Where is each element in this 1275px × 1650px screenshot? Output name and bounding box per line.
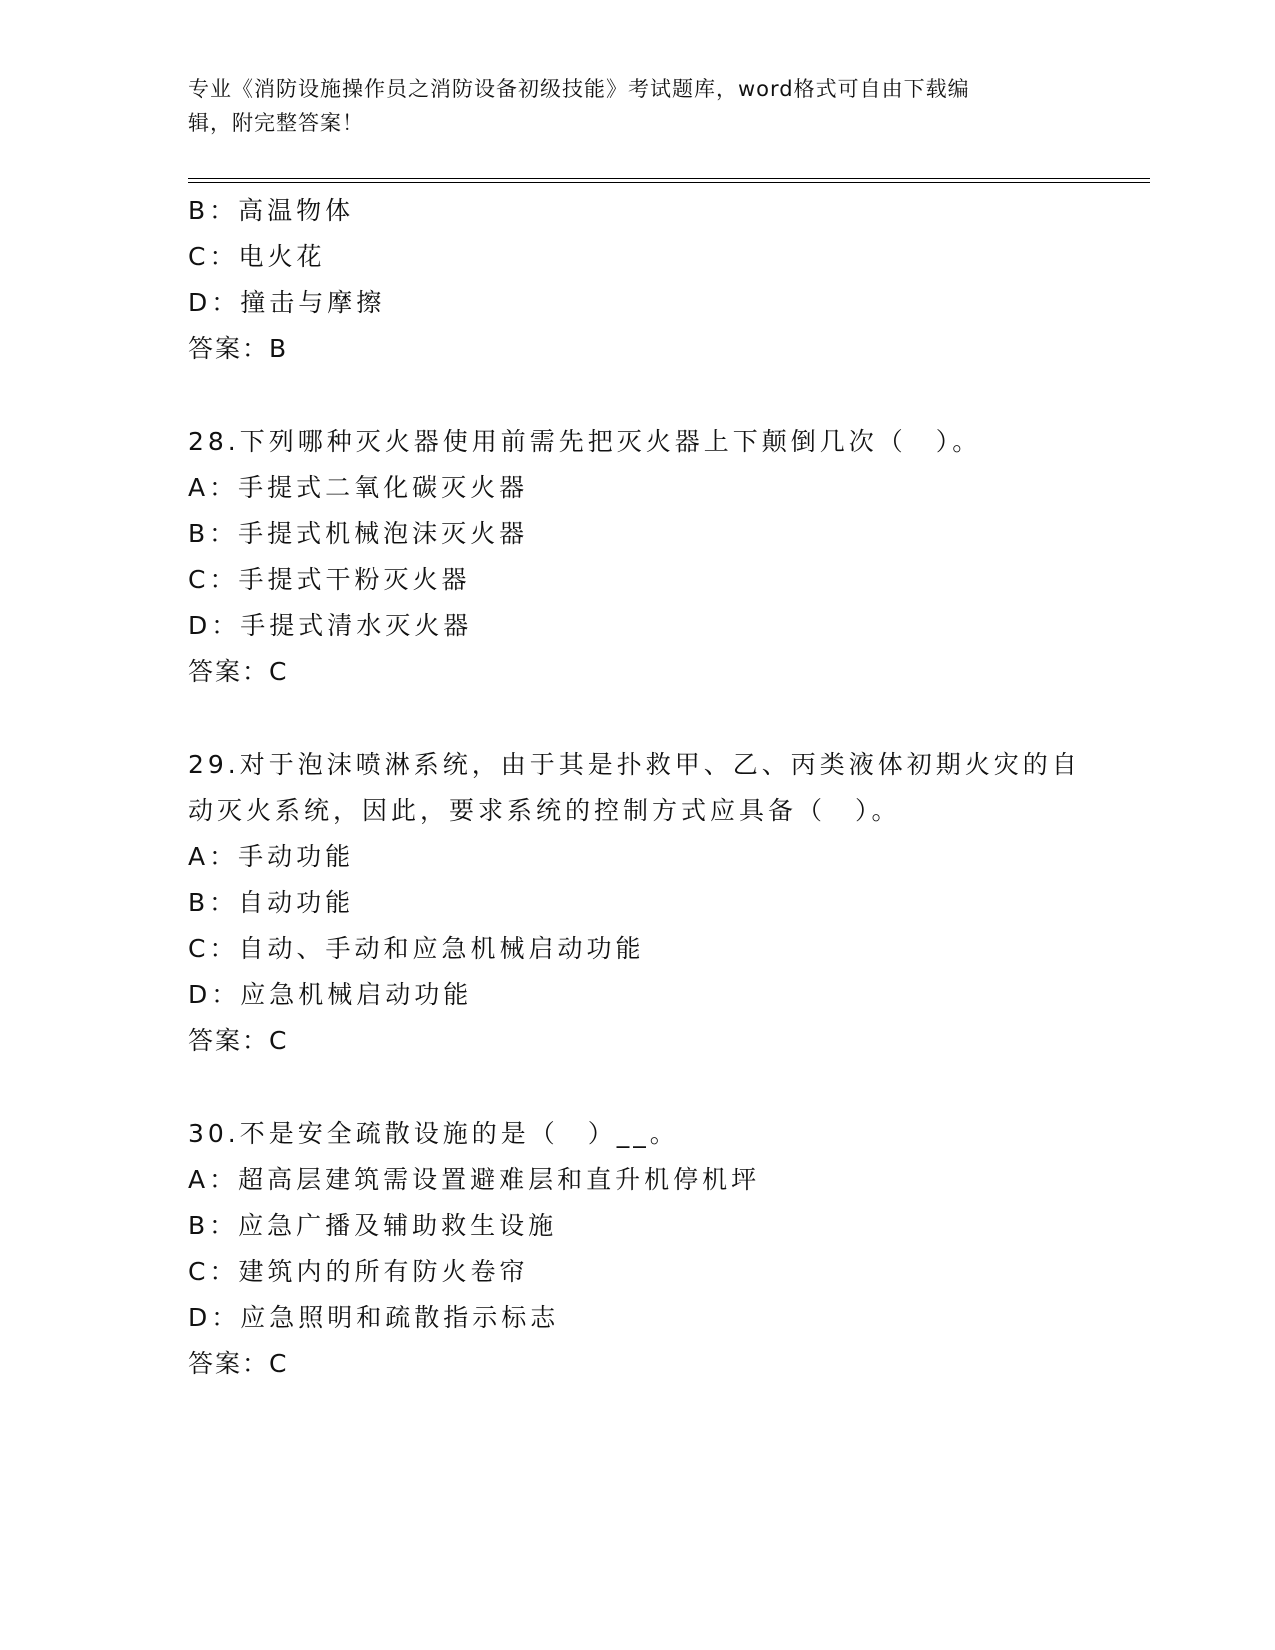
option-a: A：超高层建筑需设置避难层和直升机停机坪: [188, 1165, 761, 1194]
question-spacing: [188, 695, 1088, 742]
question-content: [188, 188, 1088, 1387]
option-b: B：高温物体: [188, 196, 355, 225]
question-spacing: [188, 372, 1088, 419]
option-a: A：手提式二氧化碳灭火器: [188, 473, 529, 502]
answer-line: 答案：C: [188, 1026, 289, 1055]
question-30: [188, 1111, 1088, 1387]
header-divider: [188, 178, 1150, 183]
option-d: D：应急机械启动功能: [188, 980, 473, 1009]
option-b: B：应急广播及辅助救生设施: [188, 1211, 558, 1240]
option-d: D：撞击与摩擦: [188, 288, 386, 317]
answer-line: 答案：C: [188, 1349, 289, 1378]
option-c: C：电火花: [188, 242, 326, 271]
option-d: D：手提式清水灭火器: [188, 611, 473, 640]
option-a: A：手动功能: [188, 842, 355, 871]
question-text-line-2: 动灭火系统，因此，要求系统的控制方式应具备（ ）。: [188, 796, 901, 825]
document-header: [188, 72, 1068, 140]
header-title-line-2: 辑，附完整答案！: [188, 111, 364, 135]
question-28: [188, 419, 1088, 695]
question-spacing: [188, 1064, 1088, 1111]
option-c: C：手提式干粉灭火器: [188, 565, 471, 594]
question-29: [188, 742, 1088, 1064]
option-b: B：自动功能: [188, 888, 355, 917]
answer-line: 答案：B: [188, 334, 289, 363]
option-c: C：自动、手动和应急机械启动功能: [188, 934, 645, 963]
header-title-line-1: 专业《消防设施操作员之消防设备初级技能》考试题库，word格式可自由下载编: [188, 77, 970, 101]
question-text: 30.不是安全疏散设施的是（ ）__。: [188, 1119, 679, 1148]
option-b: B：手提式机械泡沫灭火器: [188, 519, 529, 548]
question-text-line-1: 29.对于泡沫喷淋系统，由于其是扑救甲、乙、丙类液体初期火灾的自: [188, 750, 1081, 779]
question-text: 28.下列哪种灭火器使用前需先把灭火器上下颠倒几次（ ）。: [188, 427, 982, 456]
answer-line: 答案：C: [188, 657, 289, 686]
option-c: C：建筑内的所有防火卷帘: [188, 1257, 529, 1286]
option-d: D：应急照明和疏散指示标志: [188, 1303, 560, 1332]
partial-question: [188, 188, 1088, 372]
